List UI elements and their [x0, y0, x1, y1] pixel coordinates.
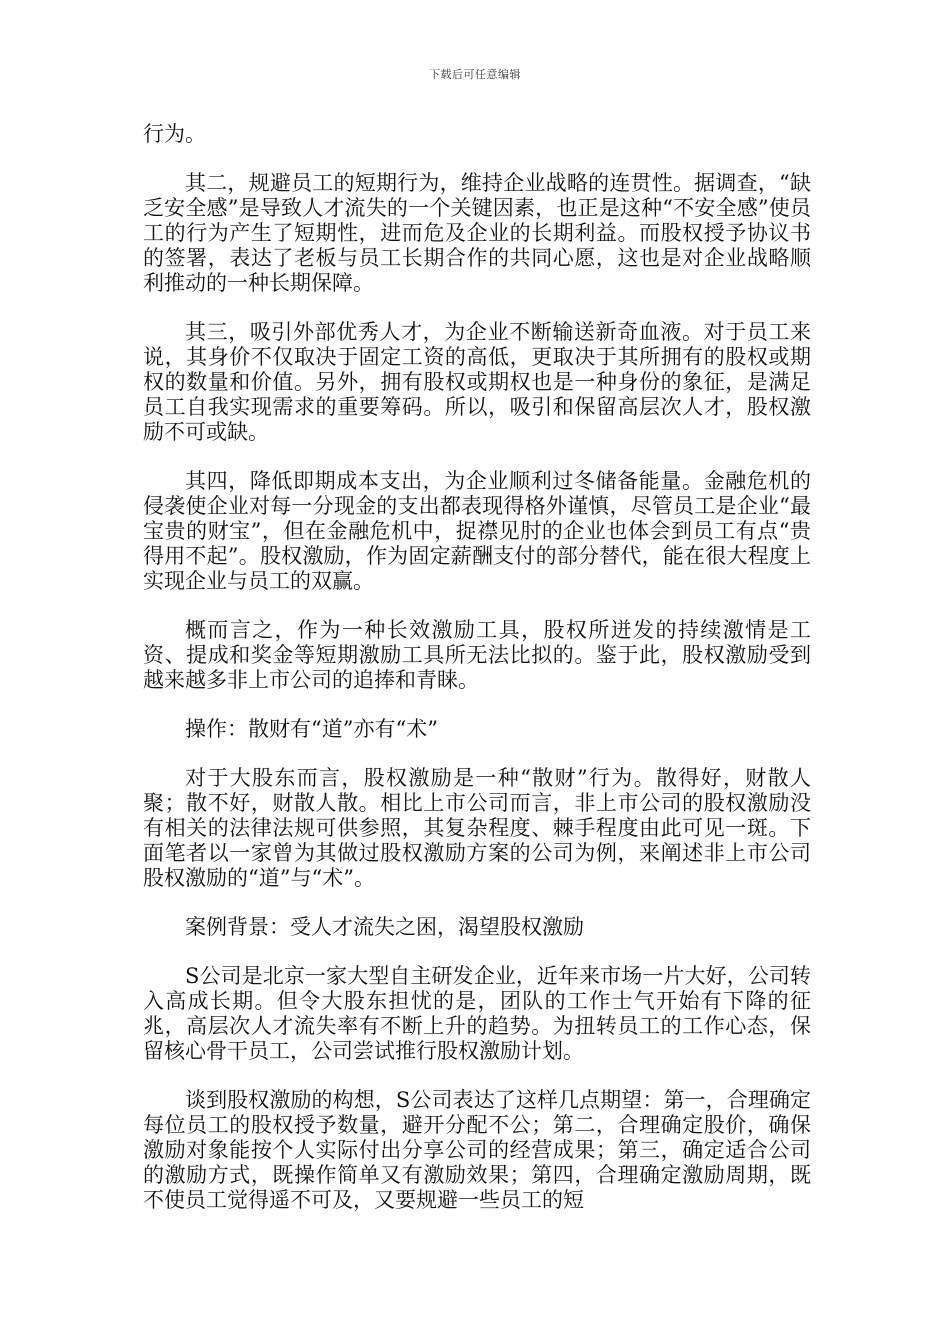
paragraph-continuation: 行为。: [143, 122, 206, 146]
paragraph-operation: 对于大股东而言，股权激励是一种“散财”行为。散得好，财散人聚；散不好，财散人散。相比上市公司而言，非上市公司的股权激励没有相关的法律法规可供参照，其复杂程度、棘手程度由此可见一斑。下面笔者以一家曾为其做过股权激励方案的公司为例，来阐述非上市公司股权激励的“道”与“术”。: [143, 766, 811, 890]
paragraph-case-background: S公司是北京一家大型自主研发企业，近年来市场一片大好，公司转入高成长期。但令大股东担忧的是，团队的工作士气开始有下降的征兆，高层次人才流失率有不断上升的趋势。为扭转员工的工作心态，保留核心骨干员工，公司尝试推行股权激励计划。: [143, 964, 811, 1063]
document-body: [143, 122, 811, 1212]
paragraph-summary: 概而言之，作为一种长效激励工具，股权所迸发的持续激情是工资、提成和奖金等短期激励工具所无法比拟的。鉴于此，股权激励受到越来越多非上市公司的追捧和青睐。: [143, 618, 811, 692]
section-heading-operation: 操作：散财有“道”亦有“术”: [185, 717, 438, 741]
paragraph-fourth-point: 其四，降低即期成本支出，为企业顺利过冬储备能量。金融危机的侵袭使企业对每一分现金的支出都表现得格外谨慎，尽管员工是企业“最宝贵的财宝”，但在金融危机中，捉襟见肘的企业也体会到员工有点“贵得用不起”。股权激励，作为固定薪酬支付的部分替代，能在很大程度上实现企业与员工的双赢。: [143, 469, 811, 593]
paragraph-expectations: 谈到股权激励的构想，S公司表达了这样几点期望：第一，合理确定每位员工的股权授予数量，避开分配不公；第二，合理确定股价，确保激励对象能按个人实际付出分享公司的经营成果；第三，确定适合公司的激励方式，既操作简单又有激励效果；第四，合理确定激励周期，既不使员工觉得遥不可及，又要规避一些员工的短: [143, 1088, 811, 1212]
paragraph-third-point: 其三，吸引外部优秀人才，为企业不断输送新奇血液。对于员工来说，其身价不仅取决于固定工资的高低，更取决于其所拥有的股权或期权的数量和价值。另外，拥有股权或期权也是一种身份的象征，是满足员工自我实现需求的重要筹码。所以，吸引和保留高层次人才，股权激励不可或缺。: [143, 320, 811, 444]
section-heading-case-background: 案例背景：受人才流失之困，渴望股权激励: [185, 915, 584, 939]
page-header: 下载后可任意编辑: [429, 68, 521, 81]
paragraph-second-point: 其二，规避员工的短期行为，维持企业战略的连贯性。据调查，“缺乏安全感”是导致人才流失的一个关键因素，也正是这种“不安全感”使员工的行为产生了短期性，进而危及企业的长期利益。而股权授予协议书的签署，表达了老板与员工长期合作的共同心愿，这也是对企业战略顺利推动的一种长期保障。: [143, 171, 811, 295]
